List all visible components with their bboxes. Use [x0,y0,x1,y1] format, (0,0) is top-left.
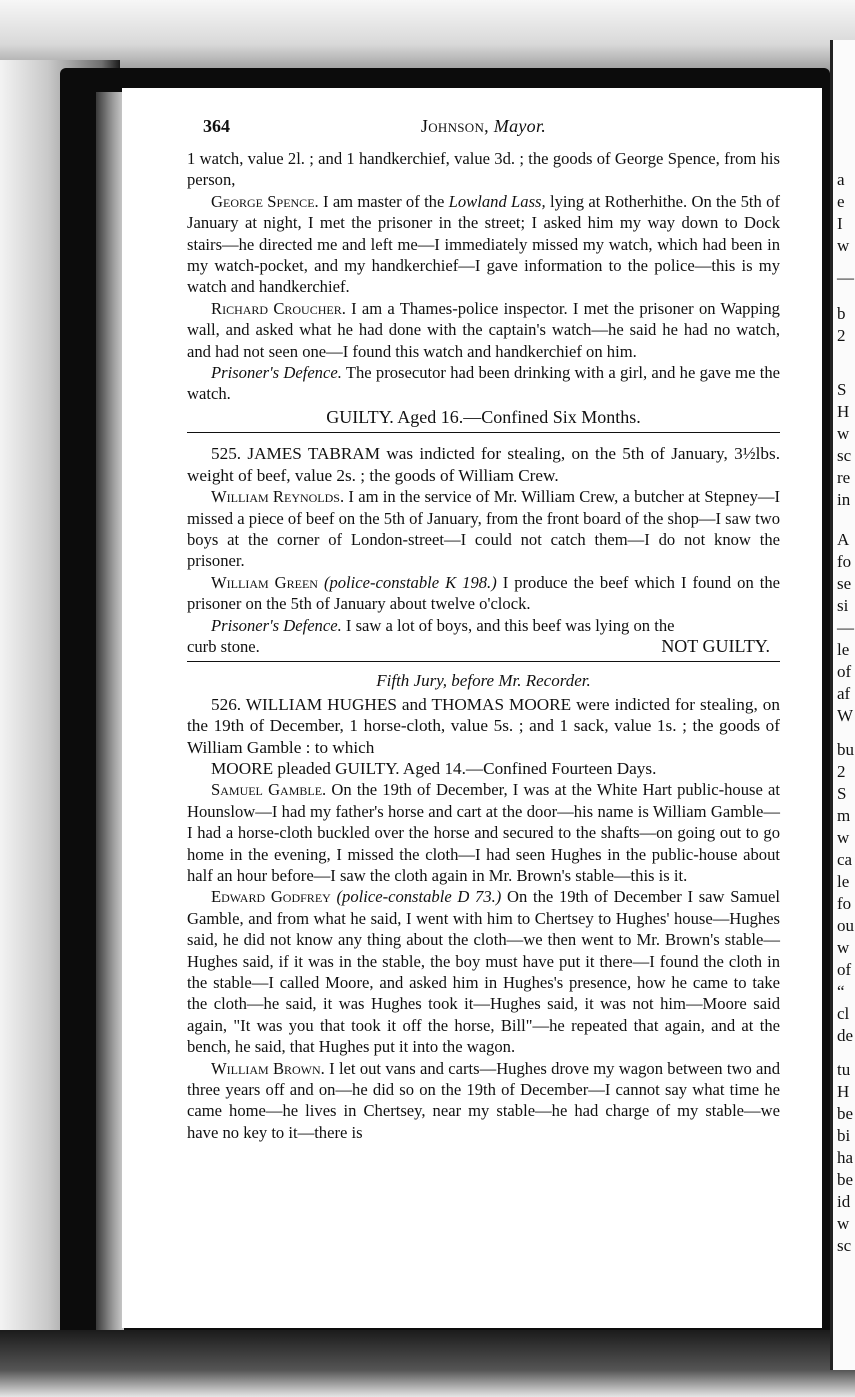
witness-role: (police-constable K 198.) [323,572,497,592]
facing-page-fragment: sc [837,1236,852,1255]
witness-name: William Reynolds. [211,487,345,507]
witness-name: Edward Godfrey [211,887,331,907]
section-divider [187,661,780,662]
facing-page-fragment: ha [837,1148,854,1167]
facing-page-fragment: w [837,828,850,847]
witness-role: (police-constable D 73.) [336,887,502,907]
facing-page-fragment: m [837,806,851,825]
indictment-continuation: 1 watch, value 2l. ; and 1 handkerchief, value 3d. ; the goods of George Spence, from his person, [187,149,780,190]
testimony-richard-croucher: Richard Croucher. I am a Thames-police inspector. I met the prisoner on Wapping wall, and asked what he had done with the captain's watch—he said he had no watch, and had not seen one—I found this watch and handkerchief on him. [187,298,780,361]
facing-page-fragment: a [837,170,845,189]
running-head-title: Mayor. [493,116,547,136]
indictment-526: 526. WILLIAM HUGHES and THOMAS MOORE were indicted for stealing, on the 19th of December, 1 horse-cloth, value 5s. ; and 1 sack, value 1s. ; the goods of William Gamble : to which [187,694,780,757]
facing-page-fragment: w [837,424,850,443]
testimony-george-spence: George Spence. I am master of the Lowland Lass, lying at Rotherhithe. On the 5th of January at night, I met the prisoner in the street; I asked him my way down to Dock stairs—he directed me and left me—I immediately missed my watch, which had been in my watch-pocket, and my handkerchief—I gave information to the police—this is my watch and handkerchief. [187,191,780,297]
facing-page-fragment: I [837,214,843,233]
facing-page-fragment: in [837,490,851,509]
facing-page-fragment: H [837,402,850,421]
book-gutter [96,92,124,1332]
defence-final-line: curb stone. NOT GUILTY. [187,636,780,657]
facing-page-fragment: S [837,784,847,803]
page-text [187,112,780,1143]
witness-name: Richard Croucher. [211,298,346,318]
facing-page-fragment: S [837,380,847,399]
facing-page-fragment: si [837,596,849,615]
testimony-william-green: William Green (police-constable K 198.) I produce the beef which I found on the prisoner on the 5th of January about twelve o'clock. [187,572,781,614]
ship-name: Lowland Lass, [448,191,546,211]
facing-page-fragment: le [837,640,850,659]
facing-page-fragment: be [837,1104,854,1123]
running-head [187,116,780,137]
facing-page-fragment: af [837,684,851,703]
facing-page-fragment: le [837,872,850,891]
facing-page-fragment: fo [837,552,852,571]
testimony-william-brown: William Brown. I let out vans and carts—Hughes drove my wagon between two and three years off and on—he did so on the 19th of December—I cannot say what time he came home—he lives in Chertsey, near my stable—he had charge of my stable—we have no key to it—there is [187,1058,780,1142]
facing-page-fragment: “ [837,982,845,1001]
witness-name: Samuel Gamble. [211,780,327,800]
facing-page-fragment: — [837,268,854,287]
page-number: 364 [203,116,230,136]
witness-name: William Green [211,572,318,592]
plea-moore: MOORE pleaded GUILTY. Aged 14.—Confined Fourteen Days. [211,758,657,778]
facing-page-fragment: cl [837,1004,850,1023]
jury-heading: Fifth Jury, before Mr. Recorder. [376,671,591,691]
facing-page-fragment: W [837,706,854,725]
facing-page-fragment: of [837,662,852,681]
page-header [187,112,780,148]
facing-page-fragment: bu [837,740,854,759]
facing-page-fragment: e [837,192,845,211]
witness-name: George Spence. [211,191,319,211]
facing-page-fragment: ca [837,850,853,869]
defence-label: Prisoner's Defence. [211,615,342,635]
facing-page-fragment: re [837,468,851,487]
facing-page-fragment: 2 [837,762,846,781]
facing-page-fragment: H [837,1082,850,1101]
facing-page-fragment: sc [837,446,852,465]
indictment-525: 525. JAMES TABRAM was indicted for stealing, on the 5th of January, 3½lbs. weight of beef, value 2s. ; the goods of William Crew. [187,444,780,485]
facing-page-fragment: bi [837,1126,851,1145]
testimony-samuel-gamble: Samuel Gamble. On the 19th of December, I was at the White Hart public-house at Hounslow—I had my father's horse and cart at the door—his name is William Gamble—I had a horse-cloth buckled over the horse and secured to the shafts—on going out to go home in the evening, I missed the cloth—I had seen Hughes in the public-house about half an hour before—I saw the cloth again in Mr. Brown's stable—this is it. [187,780,781,885]
facing-page-fragment: — [837,618,854,637]
witness-name: William Brown. [211,1058,325,1078]
facing-page-fragment: 2 [837,326,846,345]
facing-page-fragment: A [837,530,850,549]
verdict: NOT GUILTY. [661,635,770,656]
facing-page-fragment: id [837,1192,851,1211]
facing-page-fragment: se [837,574,852,593]
facing-page-fragment: b [837,304,846,323]
facing-page-fragment: be [837,1170,854,1189]
facing-page-fragment: w [837,1214,850,1233]
scan-background-bottom [0,1330,855,1397]
testimony-edward-godfrey: Edward Godfrey (police-constable D 73.) On the 19th of December I saw Samuel Gamble, and from what he said, I went with him to Chertsey to Hughes' house—Hughes said, he did not know any thing about the cloth—we then went to Mr. Brown's stable—Hughes said, if it was in the stable, the boy must have put it there—I found the cloth in the stable—I called Moore, and asked him in Hughes's presence, how he came to take the cloth—he said, it was Hughes took it—Hughes said, it was not him—Moore said again, "It was you that took it off the horse, Bill"—he repeated that again, and at the bench, he said, that Hughes put it into the wagon. [187,887,780,1057]
facing-page-fragment: of [837,960,852,979]
facing-page-edge [830,40,855,1370]
facing-page-fragment: de [837,1026,854,1045]
running-head-name: Johnson, [420,116,489,136]
facing-page-fragment: fo [837,894,852,913]
section-divider [187,432,780,433]
prisoner-defence: Prisoner's Defence. I saw a lot of boys, and this beef was lying on the [211,615,675,635]
facing-page-fragment: w [837,938,850,957]
defence-label: Prisoner's Defence. [211,363,342,383]
facing-page-fragment: w [837,236,850,255]
verdict: GUILTY. Aged 16.—Confined Six Months. [326,406,641,427]
facing-page-fragment: tu [837,1060,851,1079]
testimony-william-reynolds: William Reynolds. I am in the service of Mr. William Crew, a butcher at Stepney—I missed a piece of beef on the 5th of January, from the front board of the shop—I saw two boys at the corner of London-street—I could not catch them—I do not know the prisoner. [187,487,780,571]
facing-page-fragment: ou [837,916,854,935]
prisoner-defence: Prisoner's Defence. The prosecutor had been drinking with a girl, and he gave me the watch. [187,363,780,404]
